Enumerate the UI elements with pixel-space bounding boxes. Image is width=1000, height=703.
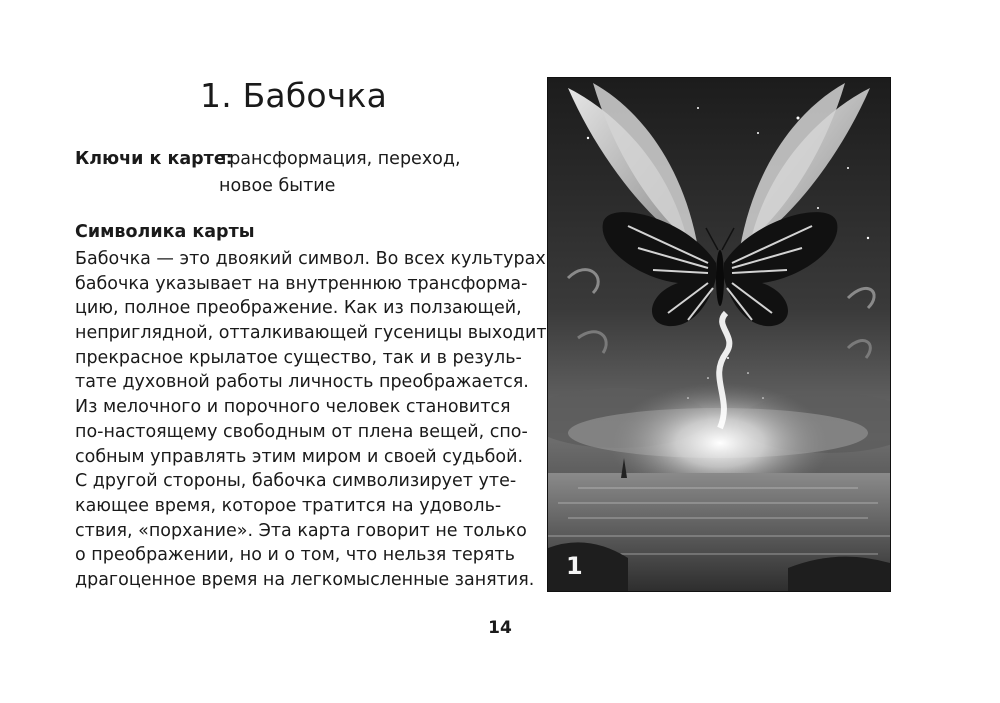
body-line: прекрасное крылатое существо, так и в резуль- [75, 347, 522, 368]
card-keys-value [219, 146, 479, 200]
section-heading: Символика карты [75, 222, 255, 242]
body-line: кающее время, которое тратится на удоволь- [75, 495, 502, 516]
body-line: собным управлять этим миром и своей судьбой. [75, 446, 524, 467]
card-number: 1 [566, 552, 583, 580]
body-line: по-настоящему свободным от плена вещей, спо- [75, 421, 528, 442]
card-keys-value-line: новое бытие [219, 176, 336, 196]
card-keys-value-line: трансформация, переход, [219, 149, 461, 169]
page-title: 1. Бабочка [200, 76, 388, 115]
body-line: С другой стороны, бабочка символизирует уте- [75, 471, 517, 492]
body-line: неприглядной, отталкивающей гусеницы выходит [75, 323, 547, 344]
tarot-card-image [547, 77, 891, 592]
body-line: о преображении, но и о том, что нельзя терять [75, 545, 515, 566]
body-line: драгоценное время на легкомысленные занятия. [75, 569, 535, 590]
body-paragraph [75, 247, 547, 593]
butterfly-feather-wings-illustration [548, 78, 890, 591]
body-line: тате духовной работы личность преображается. [75, 372, 529, 393]
body-line: Бабочка — это двоякий символ. Во всех культурах [75, 249, 546, 269]
page-number: 14 [488, 618, 512, 638]
body-line: ствия, «порхание». Эта карта говорит не только [75, 520, 527, 541]
card-keys-label: Ключи к карте: [75, 149, 233, 169]
body-line: цию, полное преображение. Как из ползающей, [75, 298, 522, 319]
body-line: Из мелочного и порочного человек становится [75, 397, 511, 418]
body-line: бабочка указывает на внутреннюю трансформа- [75, 273, 528, 294]
